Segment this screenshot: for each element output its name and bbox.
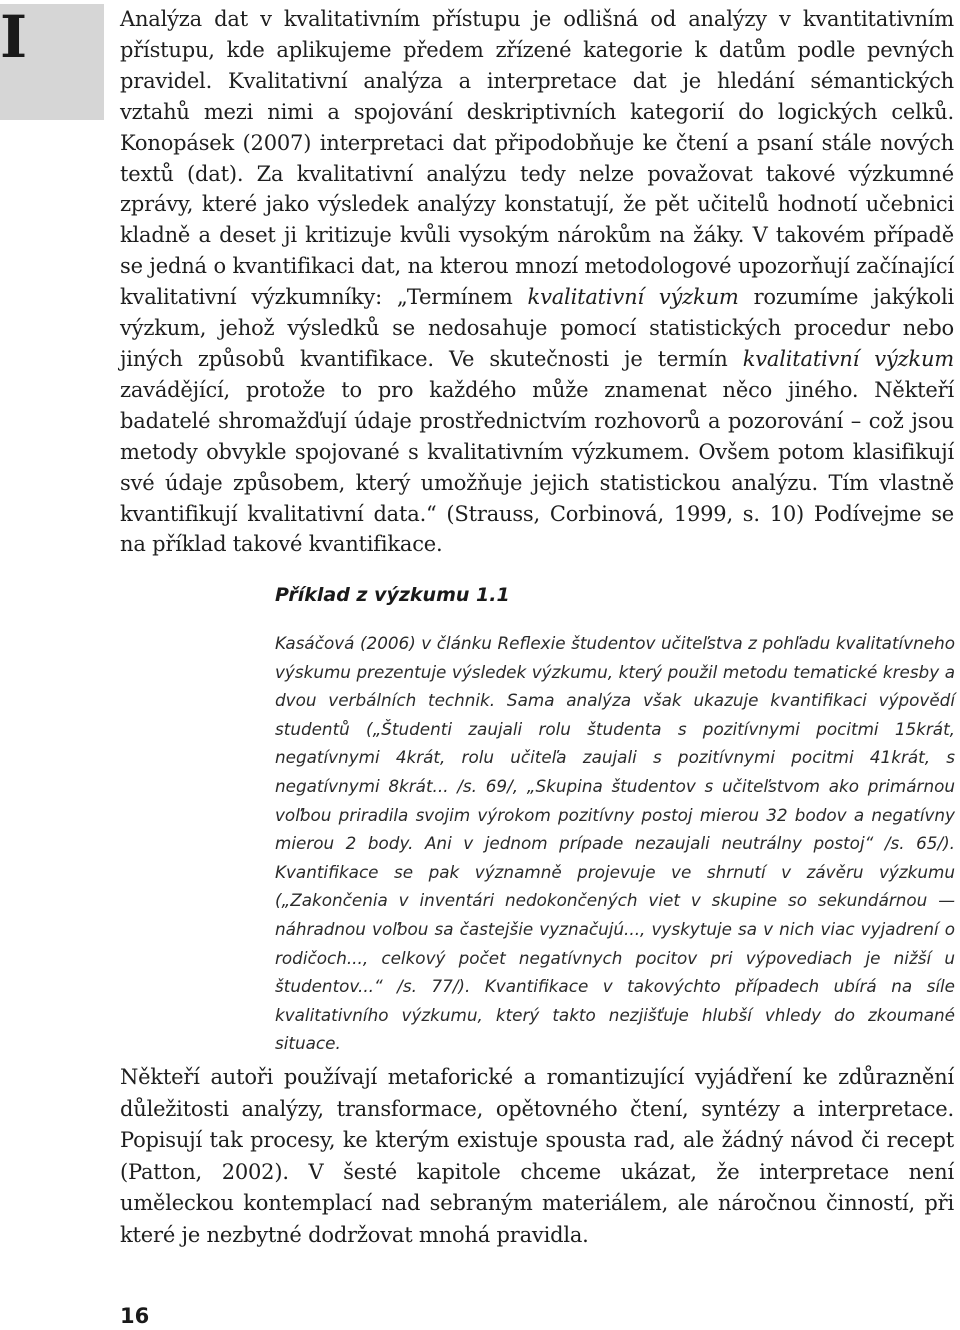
research-example [275,583,955,1058]
intro-paragraph-text [120,4,954,560]
drop-cap [0,4,104,120]
intro-text-part-1: Analýza dat v kvalitativním přístupu je odlišná od analýzy v kvantitativním přístupu, kde aplikujeme předem zřízené kategorie k datům podle pevných pravidel. Kvalitativní analýza a interpretace dat je hledání sémantických vztahů mezi nimi a spojování deskriptivních kategorií do logických celků. Konopásek (2007) interpretaci dat připodobňuje ke čtení a psaní stále nových textů (dat). Za kvalitativní analýzu tedy nelze považovat takové výzkumné zprávy, které jako výsledek analýzy konstatují, že pět učitelů hodnotí učebnici kladně a deset ji kritizuje kvůli vysokým nárokům na žáky. V takovém případě se jedná o kvantifikaci dat, na kterou mnozí metodologové upozorňují začínající kvalitativní výzkumníky: „Termínem [120,7,954,310]
intro-paragraph [120,4,954,560]
emphasis-qualitative-research-1: kvalitativní výzkum [527,285,739,310]
page-number: 16 [120,1304,150,1328]
drop-cap-letter: I [0,3,28,71]
example-title: Příklad z výzkumu 1.1 [275,584,510,606]
intro-text-part-2: rozumíme jakýkoli výzkum, jehož výsledků se nedosahuje pomocí statistických procedur nebo jiných způsobů kvantifikace. Ve skutečnosti je termín [120,285,954,371]
example-body: Kasáčová (2006) v článku Reflexie študentov učiteľstva z pohľadu kvalitatívneho výskumu prezentuje výsledek výzkumu, který použil metodu tematické kresby a dvou verbálních technik. Sama analýza však ukazuje kvantifikaci výpovědí studentů („Študenti zaujali rolu študenta s pozitívnymi pocitmi 15krát, negatívnymi 4krát, rolu učiteľa zaujali s pozitívnymi pocitmi 41krát, s negatívnymi 8krát... /s. 69/, „Skupina študentov s učiteľstvom ako primárnou voľbou priradila svojim výrokom pozitívny postoj mierou 32 bodov a negatívny mierou 2 body. Ani v jednom prípade nezaujali neutrálny postoj“ /s. 65/). Kvantifikace se pak významně projevuje ve shrnutí v závěru výzkumu („Zakončenia v inventári nedokončených viet v skupine so sekundárnou — náhradnou voľbou sa častejšie vyznačujú..., vyskytuje sa v nich viac vyjadrení o rodičoch..., celkový počet negatívnych pocitov pri výpovediach je nižší u študentov...“ /s. 77/). Kvantifikace v takovýchto případech ubírá na síle kvalitativního výzkumu, který takto nezjišťuje hlubší vhledy do zkoumané situace. [275,633,955,1054]
emphasis-qualitative-research-2: kvalitativní výzkum [742,346,954,371]
closing-paragraph: Někteří autoři používají metaforické a romantizující vyjádření ke zdůraznění důležitosti analýzy, transformace, opětovného čtení, syntézy a interpretace. Popisují tak procesy, ke kterým existuje spousta rad, ale žádný návod či recept (Patton, 2002). V šesté kapitole chceme ukázat, že interpretace není uměleckou kontemplací nad sebraným materiálem, ale náročnou činností, při které je nezbytné dodržovat mnohá pravidla. [120,1065,954,1247]
intro-text-part-3: zavádějící, protože to pro každého může znamenat něco jiného. Někteří badatelé shromažďují údaje prostřednictvím rozhovorů a pozorování – což jsou metody obvykle spojované s kvalitativním výzkumem. Ovšem potom klasifikují své údaje způsobem, který umožňuje jejich statistickou analýzu. Tím vlastně kvantifikují kvalitativní data.“ (Strauss, Corbinová, 1999, s. 10) Podívejme se na příklad takové kvantifikace. [120,377,954,557]
